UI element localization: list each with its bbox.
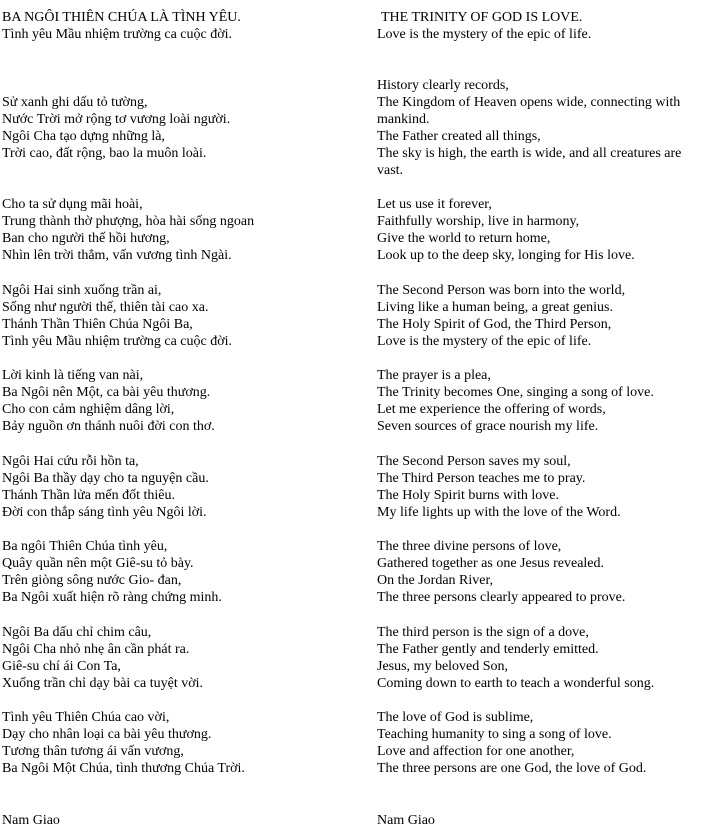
vi-line: Nước Trời mở rộng tơ vương loài người. bbox=[2, 112, 231, 127]
vi-line: Ba ngôi Thiên Chúa tình yêu, bbox=[2, 539, 168, 554]
vi-line: Trên giòng sông nước Gio- đan, bbox=[2, 573, 182, 588]
en-line: Seven sources of grace nourish my life. bbox=[377, 419, 599, 434]
en-line: The three divine persons of love, bbox=[377, 539, 562, 554]
en-title: THE TRINITY OF GOD IS LOVE. bbox=[381, 10, 583, 25]
en-line: The Father gently and tenderly emitted. bbox=[377, 642, 599, 657]
vi-line: Lời kinh là tiếng van nài, bbox=[2, 368, 144, 383]
vi-line: Tương thân tương ái vấn vương, bbox=[2, 744, 184, 759]
vi-title: BA NGÔI THIÊN CHÚA LÀ TÌNH YÊU. bbox=[2, 10, 241, 25]
vi-line: Ngôi Ba thầy dạy cho ta nguyện cầu. bbox=[2, 471, 209, 486]
vi-line: Ngôi Hai sinh xuống trần ai, bbox=[2, 283, 162, 298]
vi-line: Sống như người thế, thiên tài cao xa. bbox=[2, 300, 209, 315]
vi-line: Trung thành thờ phượng, hòa hài sống ngoan bbox=[2, 214, 255, 229]
en-stanza-4 bbox=[377, 367, 703, 435]
vi-line: Nhìn lên trời thẳm, vấn vương tình Ngài. bbox=[2, 248, 232, 263]
vi-line: Giê-su chí ái Con Ta, bbox=[2, 659, 121, 674]
vi-line: Xuống trần chỉ dạy bài ca tuyệt vời. bbox=[2, 676, 204, 691]
vi-author bbox=[2, 812, 60, 829]
en-line: Coming down to earth to teach a wonderful song. bbox=[377, 676, 655, 691]
en-line: Gathered together as one Jesus revealed. bbox=[377, 556, 605, 571]
en-line: The Holy Spirit burns with love. bbox=[377, 488, 559, 503]
vi-stanza-5 bbox=[2, 453, 367, 521]
vi-line: Ban cho người thế hồi hương, bbox=[2, 231, 170, 246]
english-column bbox=[377, 9, 703, 43]
vi-line: Trời cao, đất rộng, bao la muôn loài. bbox=[2, 146, 207, 161]
en-line: The three persons are one God, the love of God. bbox=[377, 761, 647, 776]
en-stanza-2 bbox=[377, 196, 703, 264]
en-line: The Holy Spirit of God, the Third Person, bbox=[377, 317, 612, 332]
vi-stanza-6 bbox=[2, 538, 367, 606]
en-stanza-6 bbox=[377, 538, 703, 606]
vi-line: Dạy cho nhân loại ca bài yêu thương. bbox=[2, 727, 212, 742]
en-stanza-5 bbox=[377, 453, 703, 521]
en-line: The Kingdom of Heaven opens wide, connecting with mankind. bbox=[377, 95, 681, 127]
en-line: The sky is high, the earth is wide, and all creatures are vast. bbox=[377, 146, 682, 178]
en-line: Let me experience the offering of words, bbox=[377, 402, 606, 417]
en-stanza-7 bbox=[377, 624, 703, 692]
en-line: On the Jordan River, bbox=[377, 573, 494, 588]
vi-stanza-7 bbox=[2, 624, 367, 692]
vi-line: Tình yêu Mầu nhiệm trường ca cuộc đời. bbox=[2, 334, 233, 349]
en-stanza-8 bbox=[377, 709, 703, 777]
vi-line: Tình yêu Thiên Chúa cao vời, bbox=[2, 710, 170, 725]
en-line: Faithfully worship, live in harmony, bbox=[377, 214, 580, 229]
vi-stanza-3 bbox=[2, 282, 367, 350]
vi-line: Đời con thắp sáng tình yêu Ngôi lời. bbox=[2, 505, 207, 520]
en-author-name: Nam Giao bbox=[377, 813, 435, 828]
en-line: The prayer is a plea, bbox=[377, 368, 491, 383]
en-line: Living like a human being, a great genius. bbox=[377, 300, 613, 315]
en-line: Love is the mystery of the epic of life. bbox=[377, 334, 592, 349]
vi-line: Ngôi Ba dấu chỉ chim câu, bbox=[2, 625, 152, 640]
en-line: The Father created all things, bbox=[377, 129, 541, 144]
vi-line: Quây quần nên một Giê-su tỏ bày. bbox=[2, 556, 194, 571]
en-line: The love of God is sublime, bbox=[377, 710, 534, 725]
en-line: Jesus, my beloved Son, bbox=[377, 659, 509, 674]
en-stanza-3 bbox=[377, 282, 703, 350]
en-line: Give the world to return home, bbox=[377, 231, 551, 246]
en-line: The Trinity becomes One, singing a song of love. bbox=[377, 385, 654, 400]
vi-stanza-4 bbox=[2, 367, 367, 435]
vi-line: Cho con cảm nghiệm dâng lời, bbox=[2, 402, 175, 417]
en-line: My life lights up with the love of the Word. bbox=[377, 505, 621, 520]
vi-stanza-1 bbox=[2, 94, 367, 162]
vi-line: Ba Ngôi Một Chúa, tình thương Chúa Trời. bbox=[2, 761, 245, 776]
vi-line: Thánh Thần Thiên Chúa Ngôi Ba, bbox=[2, 317, 193, 332]
vi-line: Ba Ngôi nên Một, ca bài yêu thương. bbox=[2, 385, 211, 400]
vi-line: Cho ta sử dụng mãi hoài, bbox=[2, 197, 143, 212]
en-line: Look up to the deep sky, longing for His love. bbox=[377, 248, 635, 263]
en-line: Let us use it forever, bbox=[377, 197, 492, 212]
en-subtitle: Love is the mystery of the epic of life. bbox=[377, 27, 592, 42]
en-line: The Second Person was born into the world, bbox=[377, 283, 626, 298]
vi-author-name: Nam Giao bbox=[2, 813, 60, 828]
en-line: Love and affection for one another, bbox=[377, 744, 575, 759]
vi-stanza-2 bbox=[2, 196, 367, 264]
vi-line: Bảy nguồn ơn thánh nuôi đời con thơ. bbox=[2, 419, 215, 434]
vi-line: Ngôi Hai cứu rỗi hồn ta, bbox=[2, 454, 139, 469]
en-line: The third person is the sign of a dove, bbox=[377, 625, 589, 640]
vi-stanza-8 bbox=[2, 709, 367, 777]
en-line: Teaching humanity to sing a song of love. bbox=[377, 727, 612, 742]
vi-line: Ngôi Cha tạo dựng những là, bbox=[2, 129, 165, 144]
en-line: The Third Person teaches me to pray. bbox=[377, 471, 586, 486]
vietnamese-column bbox=[2, 9, 367, 43]
en-author bbox=[377, 812, 435, 829]
vi-line: Ngôi Cha nhỏ nhẹ ân cần phát ra. bbox=[2, 642, 190, 657]
vi-line: Sử xanh ghi dấu tỏ tường, bbox=[2, 95, 148, 110]
vi-line: Thánh Thần lửa mến đốt thiêu. bbox=[2, 488, 175, 503]
en-line: The three persons clearly appeared to prove. bbox=[377, 590, 626, 605]
en-stanza-1 bbox=[377, 77, 703, 179]
en-line: History clearly records, bbox=[377, 78, 509, 93]
vi-line: Ba Ngôi xuất hiện rõ ràng chứng minh. bbox=[2, 590, 222, 605]
vi-subtitle: Tình yêu Mầu nhiệm trường ca cuộc đời. bbox=[2, 27, 233, 42]
en-line: The Second Person saves my soul, bbox=[377, 454, 571, 469]
